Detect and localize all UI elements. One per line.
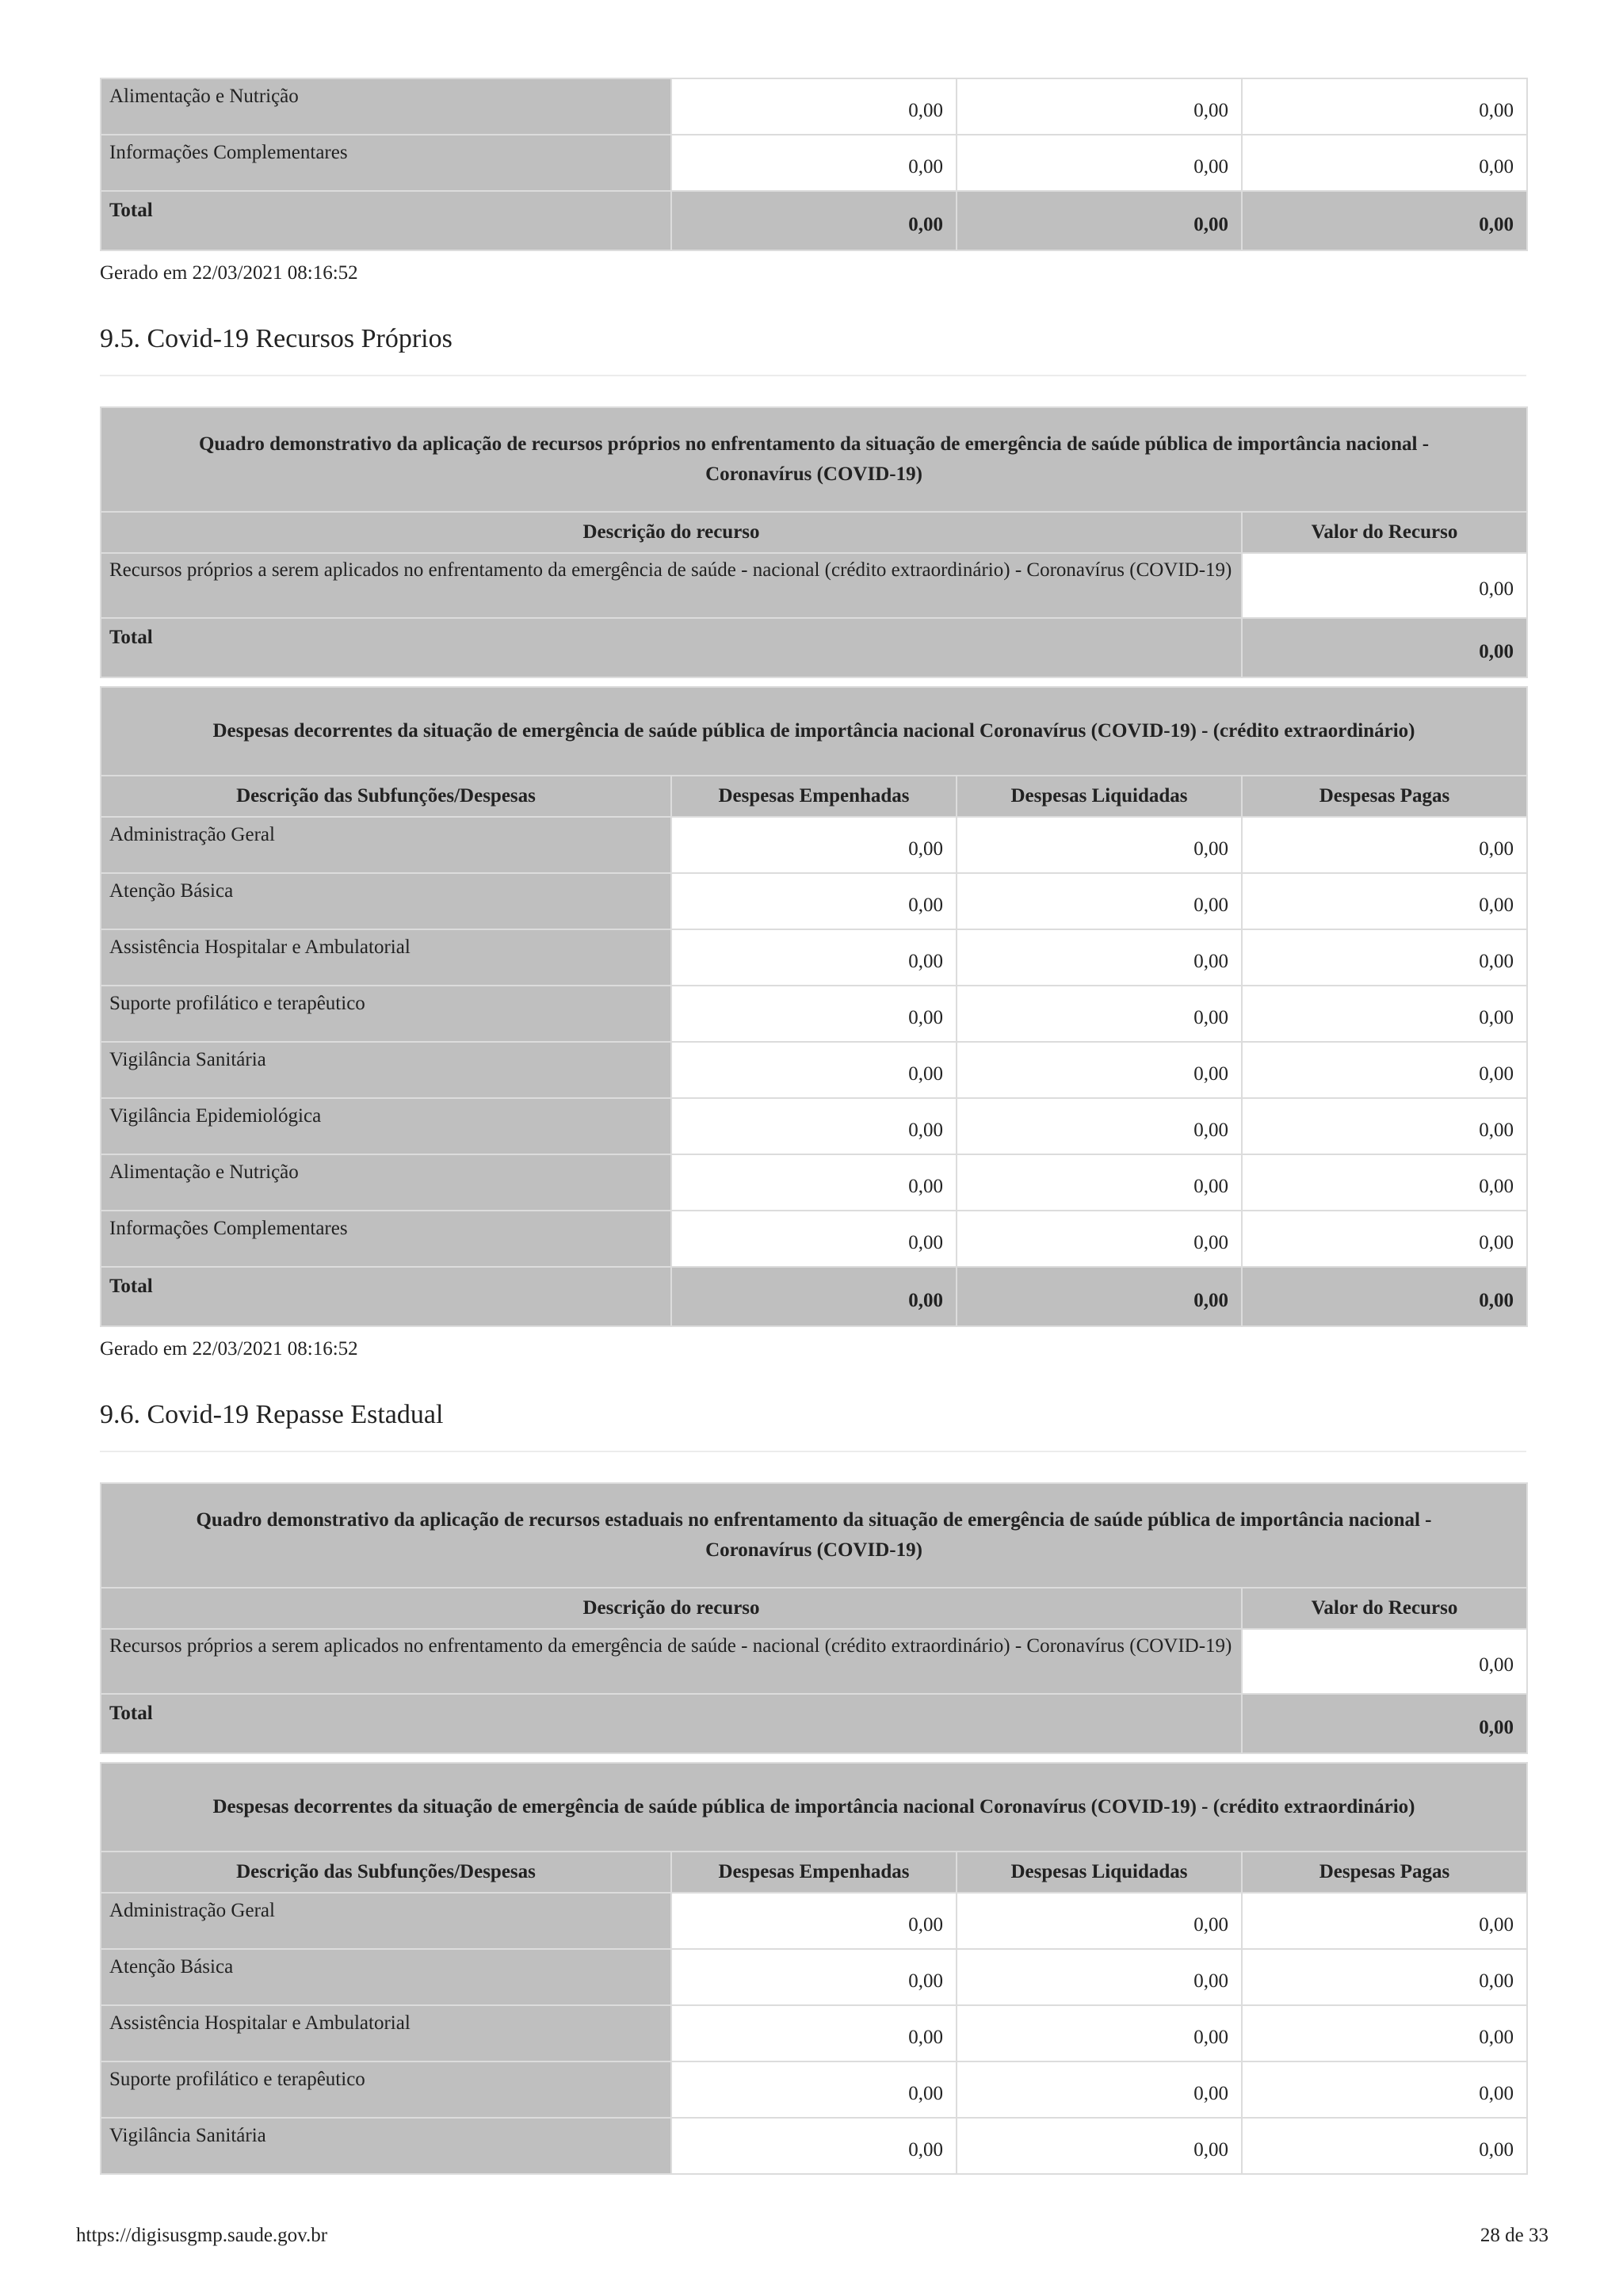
- total-value: 0,00: [1242, 1694, 1527, 1753]
- table-row: [101, 873, 1527, 929]
- table-row: [101, 2061, 1527, 2118]
- value-cell: 0,00: [1242, 1949, 1527, 2005]
- row-label: Administração Geral: [101, 817, 671, 873]
- table-row: [101, 135, 1527, 191]
- table-title: Despesas decorrentes da situação de emergência de saúde pública de importância nacional Coronavírus (COVID-19) - (crédito extraordinário): [101, 687, 1527, 776]
- value-cell: 0,00: [671, 2061, 957, 2118]
- generated-timestamp: Gerado em 22/03/2021 08:16:52: [100, 1338, 358, 1360]
- value-cell: 0,00: [1242, 1098, 1527, 1154]
- total-value: 0,00: [1242, 618, 1527, 677]
- row-label: Alimentação e Nutrição: [101, 78, 671, 135]
- table-row: [101, 78, 1527, 135]
- table-title: Despesas decorrentes da situação de emergência de saúde pública de importância nacional Coronavírus (COVID-19) - (crédito extraordinário): [101, 1763, 1527, 1852]
- expense-table-9-6: [100, 1762, 1528, 2175]
- column-header: Descrição das Subfunções/Despesas: [101, 776, 671, 817]
- value-cell: 0,00: [671, 1949, 957, 2005]
- total-row: [101, 191, 1527, 250]
- value-cell: 0,00: [1242, 1629, 1527, 1694]
- column-header: Descrição das Subfunções/Despesas: [101, 1852, 671, 1893]
- table-row: [101, 986, 1527, 1042]
- column-header: Despesas Liquidadas: [957, 1852, 1242, 1893]
- footer-page-number: 28 de 33: [1480, 2225, 1549, 2246]
- table-title: Quadro demonstrativo da aplicação de recursos estaduais no enfrentamento da situação de emergência de saúde pública de importância nacional - Coronavírus (COVID-19): [101, 1483, 1527, 1588]
- column-header: Despesas Pagas: [1242, 1852, 1527, 1893]
- row-label: Atenção Básica: [101, 873, 671, 929]
- column-header: Despesas Pagas: [1242, 776, 1527, 817]
- resource-table-9-5: [100, 406, 1528, 678]
- table-row: [101, 1211, 1527, 1267]
- value-cell: 0,00: [1242, 986, 1527, 1042]
- row-label: Atenção Básica: [101, 1949, 671, 2005]
- row-label: Assistência Hospitalar e Ambulatorial: [101, 2005, 671, 2061]
- table-row: [101, 553, 1527, 618]
- value-cell: 0,00: [1242, 78, 1527, 135]
- table-title: Quadro demonstrativo da aplicação de recursos próprios no enfrentamento da situação de emergência de saúde pública de importância nacional - Coronavírus (COVID-19): [101, 407, 1527, 512]
- value-cell: 0,00: [1242, 817, 1527, 873]
- value-cell: 0,00: [957, 1211, 1242, 1267]
- page-content: [100, 78, 1526, 2175]
- value-cell: 0,00: [671, 135, 957, 191]
- value-cell: 0,00: [957, 78, 1242, 135]
- total-label: Total: [101, 1694, 1242, 1753]
- row-label: Suporte profilático e terapêutico: [101, 986, 671, 1042]
- total-value: 0,00: [957, 1267, 1242, 1326]
- table-row: [101, 2005, 1527, 2061]
- value-cell: 0,00: [957, 817, 1242, 873]
- value-cell: 0,00: [671, 873, 957, 929]
- value-cell: 0,00: [671, 986, 957, 1042]
- value-cell: 0,00: [671, 817, 957, 873]
- row-label: Vigilância Sanitária: [101, 2118, 671, 2174]
- expense-table-9-5: [100, 686, 1528, 1327]
- value-cell: 0,00: [1242, 2061, 1527, 2118]
- value-cell: 0,00: [1242, 1042, 1527, 1098]
- value-cell: 0,00: [957, 1042, 1242, 1098]
- value-cell: 0,00: [671, 1042, 957, 1098]
- row-label: Suporte profilático e terapêutico: [101, 2061, 671, 2118]
- value-cell: 0,00: [1242, 929, 1527, 986]
- value-cell: 0,00: [671, 2005, 957, 2061]
- value-cell: 0,00: [957, 929, 1242, 986]
- value-cell: 0,00: [957, 873, 1242, 929]
- value-cell: 0,00: [1242, 2118, 1527, 2174]
- column-header: Despesas Liquidadas: [957, 776, 1242, 817]
- value-cell: 0,00: [1242, 135, 1527, 191]
- total-value: 0,00: [1242, 191, 1527, 250]
- row-label: Assistência Hospitalar e Ambulatorial: [101, 929, 671, 986]
- section-heading-9-6: 9.6. Covid-19 Repasse Estadual: [100, 1400, 1526, 1452]
- value-cell: 0,00: [671, 78, 957, 135]
- value-cell: 0,00: [957, 1893, 1242, 1949]
- row-label: Vigilância Sanitária: [101, 1042, 671, 1098]
- section-heading-9-5: 9.5. Covid-19 Recursos Próprios: [100, 324, 1526, 376]
- total-label: Total: [101, 618, 1242, 677]
- table-row: [101, 1042, 1527, 1098]
- row-label: Administração Geral: [101, 1893, 671, 1949]
- value-cell: 0,00: [1242, 873, 1527, 929]
- value-cell: 0,00: [957, 1949, 1242, 2005]
- table-row: [101, 1629, 1527, 1694]
- value-cell: 0,00: [671, 1098, 957, 1154]
- value-cell: 0,00: [671, 1154, 957, 1211]
- total-value: 0,00: [957, 191, 1242, 250]
- value-cell: 0,00: [1242, 1154, 1527, 1211]
- row-label: Vigilância Epidemiológica: [101, 1098, 671, 1154]
- value-cell: 0,00: [1242, 1893, 1527, 1949]
- column-header: Despesas Empenhadas: [671, 1852, 957, 1893]
- value-cell: 0,00: [957, 2118, 1242, 2174]
- value-cell: 0,00: [1242, 1211, 1527, 1267]
- value-cell: 0,00: [957, 2005, 1242, 2061]
- column-header: Despesas Empenhadas: [671, 776, 957, 817]
- total-value: 0,00: [671, 1267, 957, 1326]
- value-cell: 0,00: [1242, 2005, 1527, 2061]
- row-label: Alimentação e Nutrição: [101, 1154, 671, 1211]
- total-row: [101, 618, 1527, 677]
- value-cell: 0,00: [671, 1211, 957, 1267]
- table-row: [101, 817, 1527, 873]
- value-cell: 0,00: [1242, 553, 1527, 618]
- top-expense-table: [100, 78, 1528, 251]
- table-row: [101, 1154, 1527, 1211]
- total-value: 0,00: [1242, 1267, 1527, 1326]
- value-cell: 0,00: [957, 986, 1242, 1042]
- table-row: [101, 1098, 1527, 1154]
- column-header: Valor do Recurso: [1242, 1588, 1527, 1629]
- total-label: Total: [101, 191, 671, 250]
- generated-timestamp: Gerado em 22/03/2021 08:16:52: [100, 262, 358, 284]
- total-value: 0,00: [671, 191, 957, 250]
- column-header: Descrição do recurso: [101, 1588, 1242, 1629]
- total-label: Total: [101, 1267, 671, 1326]
- total-row: [101, 1267, 1527, 1326]
- total-row: [101, 1694, 1527, 1753]
- row-label: Informações Complementares: [101, 1211, 671, 1267]
- table-row: [101, 929, 1527, 986]
- value-cell: 0,00: [671, 929, 957, 986]
- resource-table-9-6: [100, 1482, 1528, 1754]
- column-header: Valor do Recurso: [1242, 512, 1527, 553]
- value-cell: 0,00: [671, 2118, 957, 2174]
- value-cell: 0,00: [957, 1098, 1242, 1154]
- table-row: [101, 1949, 1527, 2005]
- value-cell: 0,00: [957, 2061, 1242, 2118]
- row-label: Recursos próprios a serem aplicados no enfrentamento da emergência de saúde - nacional (crédito extraordinário) - Coronavírus (COVID-19): [101, 1629, 1242, 1694]
- table-row: [101, 2118, 1527, 2174]
- value-cell: 0,00: [957, 135, 1242, 191]
- row-label: Informações Complementares: [101, 135, 671, 191]
- footer-url: https://digisusgmp.saude.gov.br: [76, 2225, 328, 2246]
- row-label: Recursos próprios a serem aplicados no enfrentamento da emergência de saúde - nacional (crédito extraordinário) - Coronavírus (COVID-19): [101, 553, 1242, 618]
- value-cell: 0,00: [671, 1893, 957, 1949]
- table-row: [101, 1893, 1527, 1949]
- column-header: Descrição do recurso: [101, 512, 1242, 553]
- value-cell: 0,00: [957, 1154, 1242, 1211]
